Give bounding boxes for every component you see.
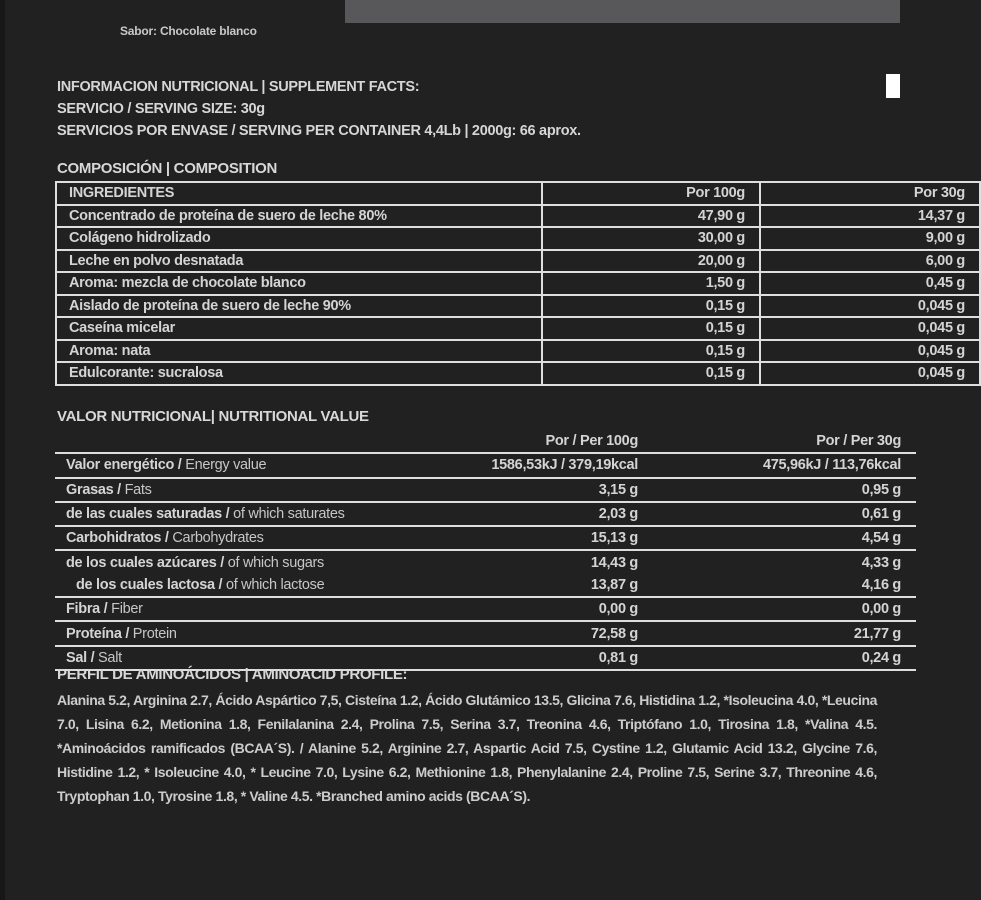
nutrient-per30: 0,00 g bbox=[638, 597, 916, 621]
table-row bbox=[56, 205, 980, 228]
nutrient-label-es: Fibra / bbox=[66, 601, 108, 618]
nutrient-label-en: Protein bbox=[129, 625, 177, 642]
ingredient-name: Aroma: mezcla de chocolate blanco bbox=[56, 272, 542, 295]
amino-profile-text: Alanina 5.2, Arginina 2.7, Ácido Aspártico 7,5, Cisteína 1.2, Ácido Glutámico 13.5, Glicina 7.6, Histidina 1.2, *Isoleucina 4.0, *Leucina 7.0, Lisina 6.2, Metionina 1.8, Fenilalanina 2.4, Prolina 7.5, Serina 3.7, Treonina 4.6, Triptófano 1.0, Tirosina 1.8, *Valina 4.5. *Aminoácidos ramificados (BCAA´S). / Alanine 5.2, Arginine 2.7, Aspartic Acid 7.5, Cystine 1.2, Glutamic Acid 13.2, Glycine 7.6, Histidine 1.2, * Isoleucine 4.0, * Leucine 7.0, Lysine 6.2, Methionine 1.8, Phenylalanine 2.4, Proline 7.5, Serine 3.7, Threonine 4.6, Tryptophan 1.0, Tyrosine 1.8, * Valine 4.5. *Branched amino acids (BCAA´S). bbox=[57, 692, 877, 804]
nutrient-per100: 3,15 g bbox=[446, 478, 638, 502]
ingredient-name: Edulcorante: sucralosa bbox=[56, 362, 542, 385]
nutrient-per30: 0,24 g bbox=[638, 646, 916, 670]
nutrient-label-en: Fiber bbox=[107, 601, 143, 618]
ingredient-per30: 0,45 g bbox=[760, 272, 980, 295]
nutrient-per30: 0,95 g bbox=[638, 478, 916, 502]
ingredient-per100: 0,15 g bbox=[542, 317, 760, 340]
nutrient-per30: 4,54 g bbox=[638, 526, 916, 550]
nutrient-per30: 4,16 g bbox=[638, 574, 916, 597]
composition-section-title: COMPOSICIÓN | COMPOSITION bbox=[57, 160, 278, 177]
ingredient-per30: 9,00 g bbox=[760, 227, 980, 250]
amino-profile-title: PERFIL DE AMINOÁCIDOS | AMINOACID PROFILE: bbox=[57, 666, 408, 683]
nutrient-label-es: de los cuales lactosa / bbox=[76, 576, 223, 593]
top-gray-bar bbox=[345, 0, 900, 23]
nutrition-col-per100: Por / Per 100g bbox=[446, 430, 638, 453]
table-row bbox=[55, 550, 916, 573]
nutrient-per100: 72,58 g bbox=[446, 621, 638, 645]
table-row bbox=[56, 295, 980, 318]
ingredient-name: Aroma: nata bbox=[56, 340, 542, 363]
nutrition-col-spacer bbox=[55, 430, 446, 453]
nutrient-label bbox=[55, 574, 446, 597]
nutrient-label-en: Carbohydrates bbox=[168, 530, 264, 547]
ingredient-name: Aislado de proteína de suero de leche 90% bbox=[56, 295, 542, 318]
nutrition-header-row bbox=[55, 430, 916, 453]
nutrient-label-en: of which lactose bbox=[222, 576, 325, 593]
nutrient-label-en: Fats bbox=[120, 481, 152, 498]
ingredient-per100: 47,90 g bbox=[542, 205, 760, 228]
table-row bbox=[55, 478, 916, 502]
ingredient-per100: 0,15 g bbox=[542, 295, 760, 318]
nutrient-label-es: Grasas / bbox=[66, 481, 121, 498]
composition-col-per30: Por 30g bbox=[760, 182, 980, 205]
flavor-label: Sabor: Chocolate blanco bbox=[120, 24, 257, 38]
nutrient-per30: 475,96kJ / 113,76kcal bbox=[638, 453, 916, 477]
nutrient-per30: 0,61 g bbox=[638, 502, 916, 526]
ingredient-per30: 0,045 g bbox=[760, 362, 980, 385]
table-row bbox=[55, 597, 916, 621]
white-corner-chip bbox=[886, 74, 900, 98]
nutrient-per30: 4,33 g bbox=[861, 554, 901, 571]
ingredient-name: Leche en polvo desnatada bbox=[56, 250, 542, 273]
nutrient-label bbox=[55, 502, 446, 526]
table-row bbox=[55, 502, 916, 526]
ingredient-per30: 0,045 g bbox=[760, 340, 980, 363]
nutrient-label bbox=[55, 621, 446, 645]
nutrition-section-title: VALOR NUTRICIONAL| NUTRITIONAL VALUE bbox=[57, 408, 369, 425]
nutrition-table bbox=[55, 430, 916, 671]
nutrient-per100: 2,03 g bbox=[446, 502, 638, 526]
nutrient-per100: 13,87 g bbox=[446, 574, 638, 597]
ingredient-per30: 6,00 g bbox=[760, 250, 980, 273]
ingredient-per100: 20,00 g bbox=[542, 250, 760, 273]
ingredient-per30: 0,045 g bbox=[760, 295, 980, 318]
nutrient-label-es: Proteína / bbox=[66, 625, 130, 642]
ingredient-name: Concentrado de proteína de suero de leche 80% bbox=[56, 205, 542, 228]
nutrient-label-es: Carbohidratos / bbox=[66, 530, 169, 547]
ingredient-per30: 0,045 g bbox=[760, 317, 980, 340]
table-row bbox=[56, 362, 980, 385]
left-edge-strip bbox=[0, 0, 5, 900]
ingredient-per100: 0,15 g bbox=[542, 340, 760, 363]
nutrient-label-es: de las cuales saturadas / bbox=[66, 506, 230, 523]
table-row bbox=[56, 340, 980, 363]
nutrient-label bbox=[55, 597, 446, 621]
nutrient-per100: 0,81 g bbox=[446, 646, 638, 670]
nutrient-label bbox=[55, 478, 446, 502]
nutrient-per30: 21,77 g bbox=[638, 621, 916, 645]
composition-col-per100: Por 100g bbox=[542, 182, 760, 205]
nutrient-label-en: of which saturates bbox=[229, 506, 345, 523]
nutrient-label bbox=[55, 526, 446, 550]
nutrient-label-en: Salt bbox=[94, 649, 122, 666]
table-row bbox=[56, 227, 980, 250]
nutrient-per100: 14,43 g bbox=[590, 554, 638, 571]
supplement-facts-header bbox=[57, 76, 581, 142]
table-row bbox=[56, 250, 980, 273]
table-row bbox=[56, 317, 980, 340]
ingredient-name: Colágeno hidrolizado bbox=[56, 227, 542, 250]
table-row bbox=[55, 574, 916, 597]
nutrient-per100: 1586,53kJ / 379,19kcal bbox=[446, 453, 638, 477]
servings-per-container-line: SERVICIOS POR ENVASE / SERVING PER CONTAINER 4,4Lb | 2000g: 66 aprox. bbox=[57, 123, 581, 139]
ingredient-per100: 1,50 g bbox=[542, 272, 760, 295]
nutrient-label-en: of which sugars bbox=[224, 554, 325, 571]
supplement-facts-title: INFORMACION NUTRICIONAL | SUPPLEMENT FACTS: bbox=[57, 79, 420, 95]
nutrient-label-en: Energy value bbox=[181, 457, 267, 474]
nutrient-label-es: Sal / bbox=[66, 649, 95, 666]
ingredient-name: Caseína micelar bbox=[56, 317, 542, 340]
nutrition-col-per30: Por / Per 30g bbox=[638, 430, 916, 453]
composition-col-ingredients: INGREDIENTES bbox=[56, 182, 542, 205]
table-row bbox=[56, 272, 980, 295]
nutrient-label bbox=[55, 453, 446, 477]
table-row bbox=[55, 526, 916, 550]
nutrient-label-es: de los cuales azúcares / bbox=[66, 554, 225, 571]
ingredient-per30: 14,37 g bbox=[760, 205, 980, 228]
composition-table bbox=[55, 181, 981, 386]
table-row bbox=[55, 621, 916, 645]
serving-size-line: SERVICIO / SERVING SIZE: 30g bbox=[57, 101, 265, 117]
nutrient-label-es: Valor energético / bbox=[66, 457, 182, 474]
nutrient-label bbox=[55, 550, 446, 573]
table-row bbox=[55, 453, 916, 477]
ingredient-per100: 0,15 g bbox=[542, 362, 760, 385]
ingredient-per100: 30,00 g bbox=[542, 227, 760, 250]
nutrient-per100: 15,13 g bbox=[446, 526, 638, 550]
composition-header-row bbox=[56, 182, 980, 205]
nutrient-per100: 0,00 g bbox=[446, 597, 638, 621]
